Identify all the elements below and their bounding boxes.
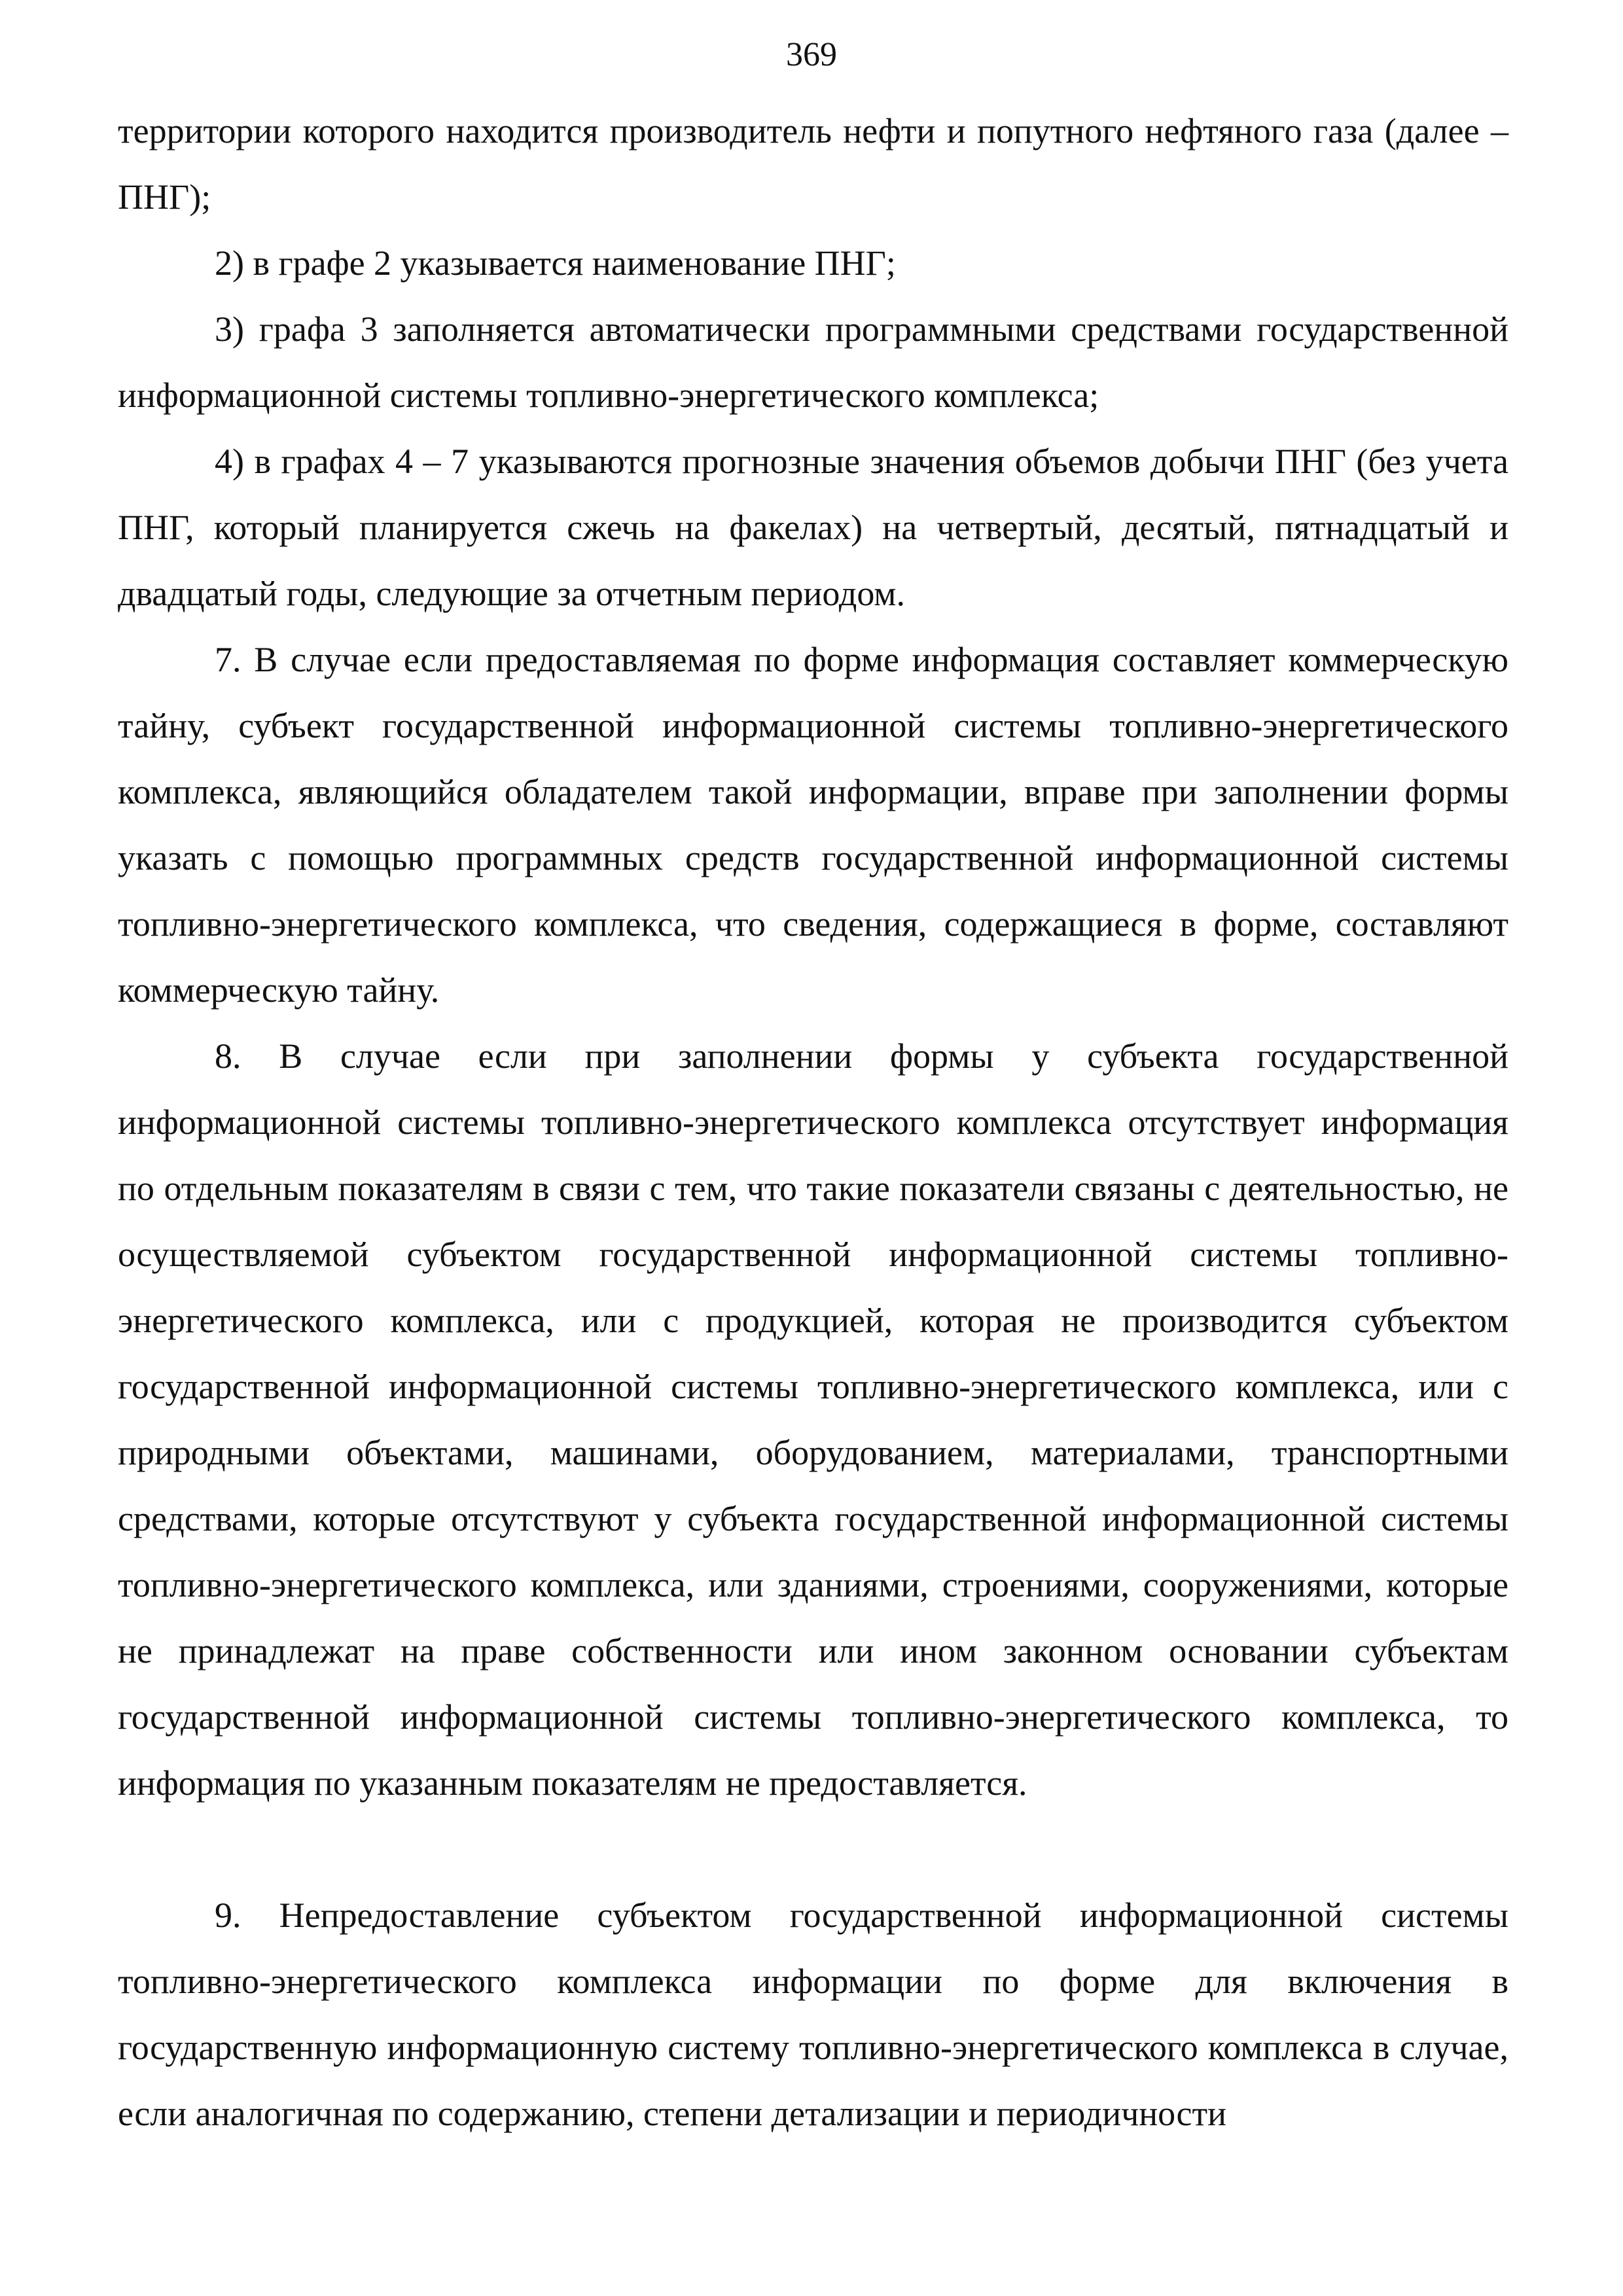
paragraph-clause-7: 7. В случае если предоставляемая по форме информация составляет коммерческую тайну, субъект государственной информационной системы топливно-энергетического комплекса, являющийся обладателем такой информации, вправе при заполнении формы указать с помощью программных средств государственной информационной системы топливно-энергетического комплекса, что сведения, содержащиеся в форме, составляют коммерческую тайну. — [118, 640, 1508, 1010]
paragraph-item-4: 4) в графах 4 – 7 указываются прогнозные значения объемов добычи ПНГ (без учета ПНГ, который планируется сжечь на факелах) на четвертый, десятый, пятнадцатый и двадцатый годы, следующие за отчетным периодом. — [118, 442, 1508, 613]
paragraph-item-2: 2) в графе 2 указывается наименование ПНГ; — [215, 243, 896, 283]
page-number: 369 — [786, 36, 837, 73]
paragraph-clause-8: 8. В случае если при заполнении формы у субъекта государственной информационной системы топливно-энергетического комплекса отсутствует информация по отдельным показателям в связи с тем, что такие показатели связаны с деятельностью, не осуществляемой субъектом государственной информационной системы топливно-энергетического комплекса, или с продукцией, которая не производится субъектом государственной информационной системы топливно-энергетического комплекса, или с природными объектами, машинами, оборудованием, материалами, транспортными средствами, которые отсутствуют у субъекта государственной информационной системы топливно-энергетического комплекса, или зданиями, строениями, сооружениями, которые не принадлежат на праве собственности или ином законном основании субъектам государственной информационной системы топливно-энергетического комплекса, то информация по указанным показателям не предоставляется. — [118, 1036, 1508, 1803]
document-body — [118, 98, 1508, 2147]
paragraph-item-3: 3) графа 3 заполняется автоматически программными средствами государственной информационной системы топливно-энергетического комплекса; — [118, 309, 1508, 415]
paragraph-continuation: территории которого находится производитель нефти и попутного нефтяного газа (далее – ПНГ); — [118, 111, 1508, 217]
paragraph-clause-9: 9. Непредоставление субъектом государственной информационной системы топливно-энергетического комплекса информации по форме для включения в государственную информационную систему топливно-энергетического комплекса в случае, если аналогичная по содержанию, степени детализации и периодичности — [118, 1896, 1508, 2133]
